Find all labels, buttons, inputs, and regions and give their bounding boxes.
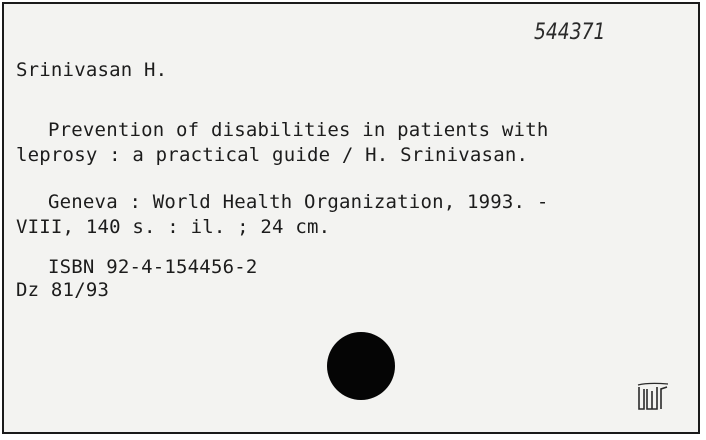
handwritten-initials-icon — [636, 381, 670, 420]
imprint-line-1: Geneva : World Health Organization, 1993. - — [48, 191, 549, 213]
shelf-number: 544371 — [534, 20, 606, 45]
title-line-1: Prevention of disabilities in patients with — [48, 119, 549, 141]
classification-line: Dz 81/93 — [16, 279, 110, 301]
imprint-line-2: VIII, 140 s. : il. ; 24 cm. — [16, 216, 331, 238]
catalog-card — [2, 2, 700, 434]
title-line-2: leprosy : a practical guide / H. Srinivasan. — [16, 144, 529, 166]
isbn-line: ISBN 92-4-154456-2 — [48, 256, 258, 278]
punch-hole-icon — [327, 332, 395, 400]
author-heading: Srinivasan H. — [16, 59, 168, 81]
